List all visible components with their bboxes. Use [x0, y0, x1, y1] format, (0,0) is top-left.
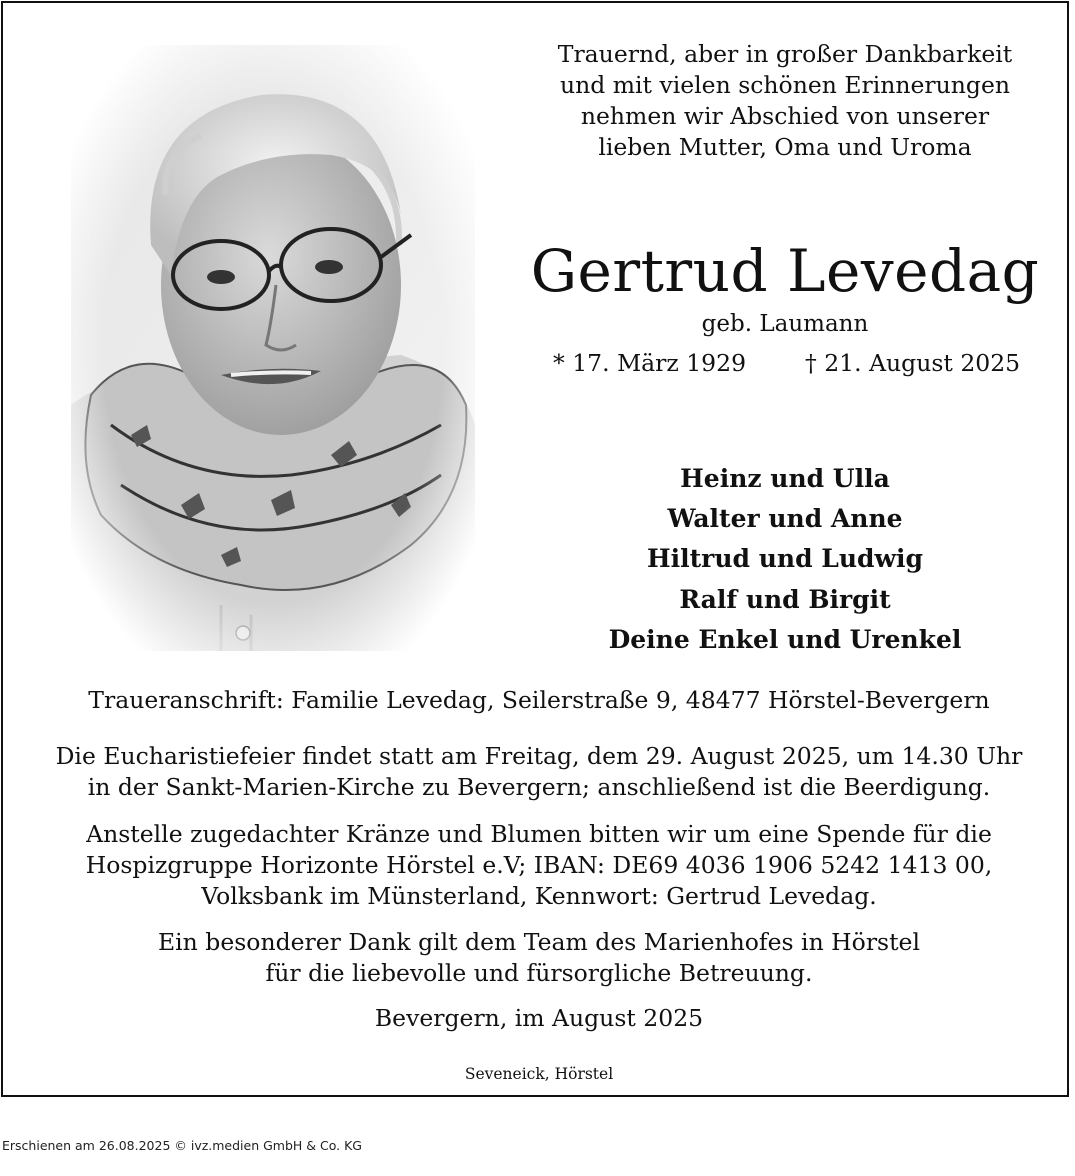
donation-line: Volksbank im Münsterland, Kennwort: Gertrud Levedag.: [201, 882, 877, 910]
donation-line: Hospizgruppe Horizonte Hörstel e.V; IBAN: DE69 4036 1906 5242 1413 00,: [85, 851, 993, 879]
address-line: Traueranschrift: Familie Levedag, Seilerstraße 9, 48477 Hörstel-Bevergern: [88, 686, 990, 714]
publication-footer: Erschienen am 26.08.2025 © ivz.medien GmbH & Co. KG: [2, 1138, 362, 1153]
mourner-entry: Hiltrud und Ludwig: [647, 544, 923, 574]
thanks-line: für die liebevolle und fürsorgliche Betreuung.: [265, 959, 813, 987]
intro-line: Trauernd, aber in großer Dankbarkeit: [557, 40, 1013, 68]
portrait-photo: [71, 45, 475, 651]
mourners-list: [523, 459, 1047, 660]
donation-line: Anstelle zugedachter Kränze und Blumen bitten wir um eine Spende für die: [86, 820, 992, 848]
mourner-entry: Heinz und Ulla: [680, 464, 890, 493]
undertaker-credit: Seveneick, Hörstel: [464, 1065, 614, 1083]
obituary-frame: [1, 1, 1069, 1097]
service-line: in der Sankt-Marien-Kirche zu Bevergern; anschließend ist die Beerdigung.: [87, 773, 991, 801]
death-date: † 21. August 2025: [805, 349, 1021, 377]
mourning-address: [23, 685, 1055, 716]
intro-line: und mit vielen schönen Erinnerungen: [559, 71, 1011, 99]
donation-info: [23, 819, 1055, 912]
intro-text: [523, 39, 1047, 163]
place-date-line: Bevergern, im August 2025: [374, 1004, 704, 1032]
intro-line: nehmen wir Abschied von unserer: [580, 102, 990, 130]
service-info: [23, 741, 1055, 803]
thanks-note: [23, 927, 1055, 989]
deceased-name: Gertrud Levedag: [530, 237, 1040, 305]
mourner-entry: Deine Enkel und Urenkel: [608, 624, 962, 654]
birth-date: * 17. März 1929: [553, 349, 747, 377]
mourner-entry: Walter und Anne: [667, 504, 903, 534]
maiden-name: geb. Laumann: [701, 311, 869, 337]
mourner-entry: Ralf und Birgit: [679, 584, 891, 614]
place-date: [23, 1003, 1055, 1034]
intro-line: lieben Mutter, Oma und Uroma: [598, 133, 972, 161]
thanks-line: Ein besonderer Dank gilt dem Team des Marienhofes in Hörstel: [158, 928, 920, 956]
service-line: Die Eucharistiefeier findet statt am Freitag, dem 29. August 2025, um 14.30 Uhr: [55, 742, 1023, 770]
